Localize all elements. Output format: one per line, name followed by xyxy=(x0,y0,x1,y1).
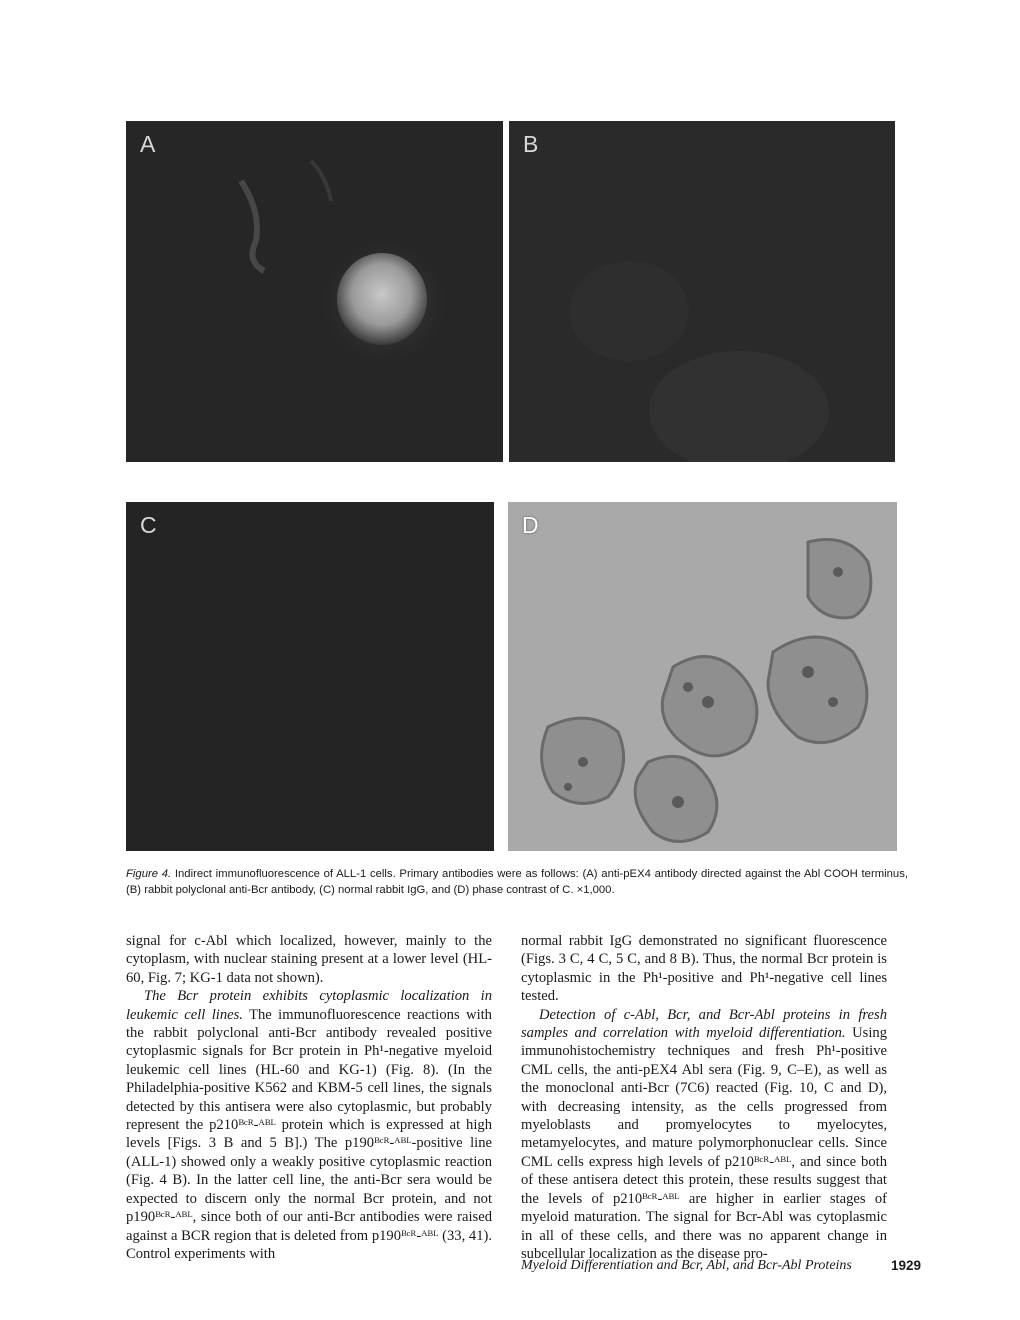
page-footer xyxy=(521,1258,921,1274)
panel-label-b: B xyxy=(523,131,539,157)
panel-label-c: C xyxy=(140,512,157,538)
figure-panel-a xyxy=(126,121,503,462)
running-title: Myeloid Differentiation and Bcr, Abl, and Bcr-Abl Proteins xyxy=(521,1258,852,1273)
section-heading: Detection of c-Abl, Bcr, and Bcr-Abl proteins in fresh samples and correlation with myeloid differentiation. xyxy=(521,1006,887,1042)
paragraph xyxy=(126,987,492,1263)
text-column-left xyxy=(126,932,492,1263)
figure-panel-d xyxy=(508,502,897,851)
figure-panel-c xyxy=(126,502,494,851)
panel-b-image xyxy=(509,121,895,462)
panel-label-a: A xyxy=(140,131,156,157)
figure-panel-b xyxy=(509,121,895,462)
figure-label: Figure 4. xyxy=(126,868,172,880)
text-column-right xyxy=(521,932,887,1263)
section-heading: The Bcr protein exhibits cytoplasmic localization in leukemic cell lines. xyxy=(126,988,492,1023)
figure-caption xyxy=(126,866,908,898)
page-number: 1929 xyxy=(890,1258,921,1273)
paragraph-text: Using immunohistochemistry techniques and fresh Ph¹-positive CML cells, the anti-pEX4 Abl sera (Fig. 9, C–E), as well as the monoclonal anti-Bcr (7C6) reacted (Fig. 10, C and D), with decreasing intensity, as the cells progressed from myeloblasts and promyelocytes to myelocytes, metamyelocytes, and mature polymorphonuclear cells. Since CML cells express high levels of p210ᴮᶜᴿ-ᴬᴮᴸ, and since both of these antisera detect this protein, these results suggest that the levels of p210ᴮᶜᴿ-ᴬᴮᴸ are higher in earlier stages of myeloid maturation. The signal for Bcr-Abl was cytoplasmic in all of these cells, and there was no apparent change in subcellular localization as the disease pro- xyxy=(521,1025,887,1262)
paragraph xyxy=(521,1006,887,1264)
panel-d-image xyxy=(508,502,897,851)
panel-a-image xyxy=(126,121,503,462)
paragraph: normal rabbit IgG demonstrated no significant fluorescence (Figs. 3 C, 4 C, 5 C, and 8 B). Thus, the normal Bcr protein is cytoplasmic in the Ph¹-positive and Ph¹-negative cell lines tested. xyxy=(521,933,887,1005)
paragraph-text: The immunofluorescence reactions with the rabbit polyclonal anti-Bcr antibody revealed positive cytoplasmic signals for Bcr protein in Ph¹-negative myeloid leukemic cell lines (HL-60 and KG-1) (Fig. 8). (In the Philadelphia-positive K562 and KBM-5 cell lines, the signals detected by this antisera were also cytoplasmic, but probably represent the p210ᴮᶜᴿ-ᴬᴮᴸ protein which is expressed at high levels [Figs. 3 B and 5 B].) The p190ᴮᶜᴿ-ᴬᴮᴸ-positive line (ALL-1) showed only a weakly positive cytoplasmic reaction (Fig. 4 B). In the latter cell line, the anti-Bcr sera would be expected to discern only the normal Bcr protein, and not p190ᴮᶜᴿ-ᴬᴮᴸ, since both of our anti-Bcr antibodies were raised against a BCR region that is deleted from p190ᴮᶜᴿ-ᴬᴮᴸ (33, 41). Control experiments with xyxy=(126,1006,492,1262)
caption-text: Indirect immunofluorescence of ALL-1 cells. Primary antibodies were as follows: (A) anti-pEX4 antibody directed against the Abl COOH terminus, (B) rabbit polyclonal anti-Bcr antibody, (C) normal rabbit IgG, and (D) phase contrast of C. ×1,000. xyxy=(126,868,908,896)
paragraph: signal for c-Abl which localized, however, mainly to the cytoplasm, with nuclear staining present at a lower level (HL-60, Fig. 7; KG-1 data not shown). xyxy=(126,933,492,986)
panel-label-d: D xyxy=(522,512,539,538)
